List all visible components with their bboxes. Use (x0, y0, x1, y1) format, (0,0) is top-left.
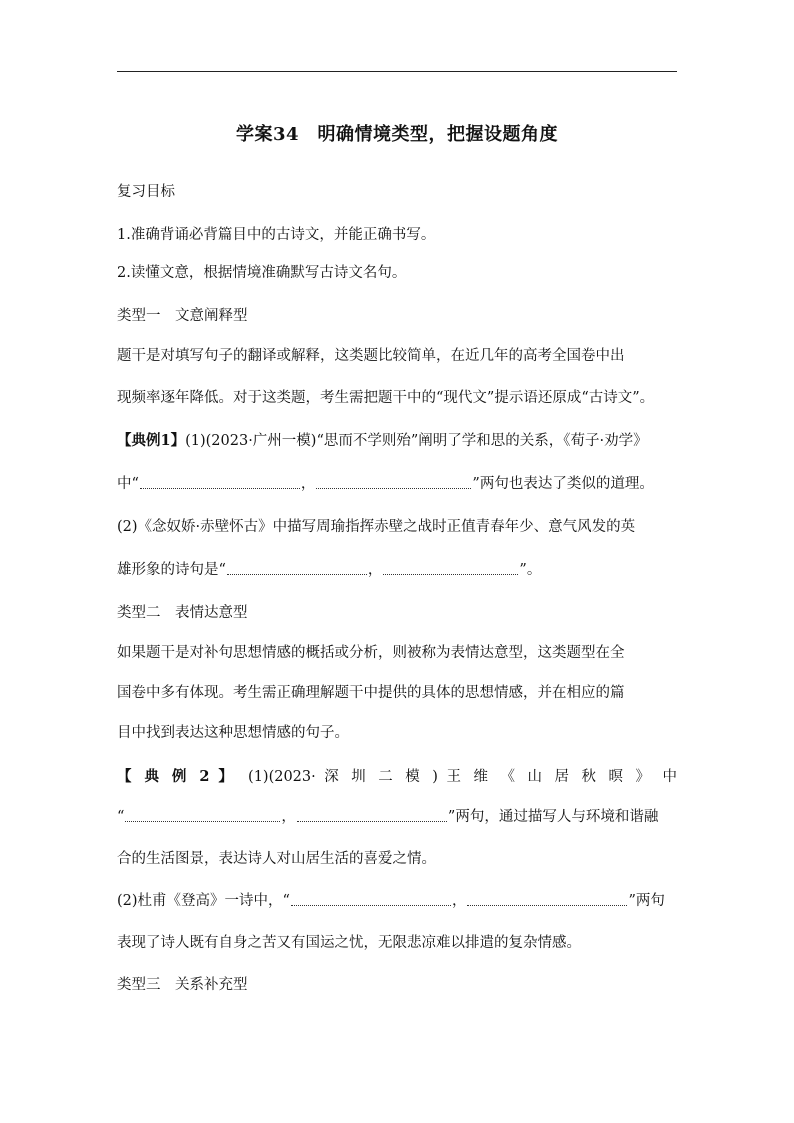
text-span: 现频率逐年降低。对于这类题，考生需把题干中的“现代文”提示语还原成“古诗文”。 (117, 390, 655, 406)
text-line-l10 (117, 560, 677, 580)
fill-in-blank[interactable] (297, 807, 447, 822)
text-span: 题干是对填写句子的翻译或解释，这类题比较简单，在近几年的高考全国卷中出 (117, 348, 625, 364)
page-title: 学案34 明确情境类型，把握设题角度 (235, 124, 559, 145)
text-span: 目中找到表达这种思想情感的句子。 (117, 725, 349, 741)
text-span: ”两句 (628, 893, 665, 909)
text-line-l1 (117, 182, 677, 202)
text-line-l13 (117, 683, 677, 703)
text-span: 2.读懂文意，根据情境准确默写古诗文名句。 (117, 265, 407, 281)
text-span: 1.准确背诵必背篇目中的古诗文，并能正确书写。 (117, 227, 436, 243)
text-span: 类型三 关系补充型 (117, 977, 248, 993)
text-span: 中“ (117, 476, 139, 492)
text-line-l2 (117, 225, 677, 245)
text-span: “ (117, 809, 125, 825)
text-span: 类型一 文意阐释型 (117, 308, 248, 324)
text-line-l18 (117, 891, 677, 911)
fill-in-blank[interactable] (291, 891, 451, 906)
fill-in-blank[interactable] (316, 474, 471, 489)
text-span: ， (300, 476, 316, 492)
text-span: 表现了诗人既有自身之苦又有国运之忧，无限悲凉难以排遣的复杂情感。 (117, 935, 581, 951)
text-span: (2)《念奴娇·赤壁怀古》中描写周瑜指挥赤壁之战时正值青春年少、意气风发的英 (117, 519, 636, 535)
fill-in-blank[interactable] (467, 891, 627, 906)
text-span: ， (451, 893, 467, 909)
text-span: 国卷中多有体现。考生需正确理解题干中提供的具体的思想情感，并在相应的篇 (117, 685, 625, 701)
fill-in-blank[interactable] (125, 807, 280, 822)
text-line-l3 (117, 263, 677, 283)
text-line-l6 (117, 388, 677, 408)
text-line-l9 (117, 517, 677, 537)
text-line-l12 (117, 643, 677, 663)
example-label: 【 典 例 2 】 (117, 768, 230, 785)
text-line-l19 (117, 933, 677, 953)
text-span: 如果题干是对补句思想情感的概括或分析，则被称为表情达意型，这类题型在全 (117, 645, 625, 661)
text-line-l16 (117, 807, 677, 827)
fill-in-blank[interactable] (383, 560, 518, 575)
text-span: (2)杜甫《登高》一诗中，“ (117, 893, 290, 909)
text-span: ， (367, 562, 383, 578)
example-label: 【典例1】 (117, 432, 186, 449)
text-line-l7 (117, 431, 677, 451)
fill-in-blank[interactable] (227, 560, 367, 575)
text-line-l8 (117, 474, 677, 494)
text-span: (1)(2023· 深 圳 二 模 ) 王 维 《 山 居 秋 暝 》 中 (229, 769, 678, 785)
text-line-l11 (117, 603, 677, 623)
text-span: (1)(2023·广州一模)“思而不学则殆”阐明了学和思的关系，《荀子·劝学》 (185, 433, 648, 449)
text-span: 雄形象的诗句是“ (117, 562, 226, 578)
text-span: ”。 (519, 562, 542, 578)
text-line-l5 (117, 346, 677, 366)
text-line-l17 (117, 849, 677, 869)
text-line-l4 (117, 306, 677, 326)
text-span: ”两句也表达了类似的道理。 (472, 476, 654, 492)
text-line-l20 (117, 975, 677, 995)
fill-in-blank[interactable] (140, 474, 300, 489)
text-line-l14 (117, 723, 677, 743)
text-span: 复习目标 (117, 184, 175, 200)
text-line-l15 (117, 767, 677, 787)
text-span: 合的生活图景，表达诗人对山居生活的喜爱之情。 (117, 851, 436, 867)
text-span: ， (281, 809, 296, 825)
header-rule (117, 71, 677, 72)
text-span: 类型二 表情达意型 (117, 605, 248, 621)
text-span: ”两句，通过描写人与环境和谐融 (447, 809, 659, 825)
